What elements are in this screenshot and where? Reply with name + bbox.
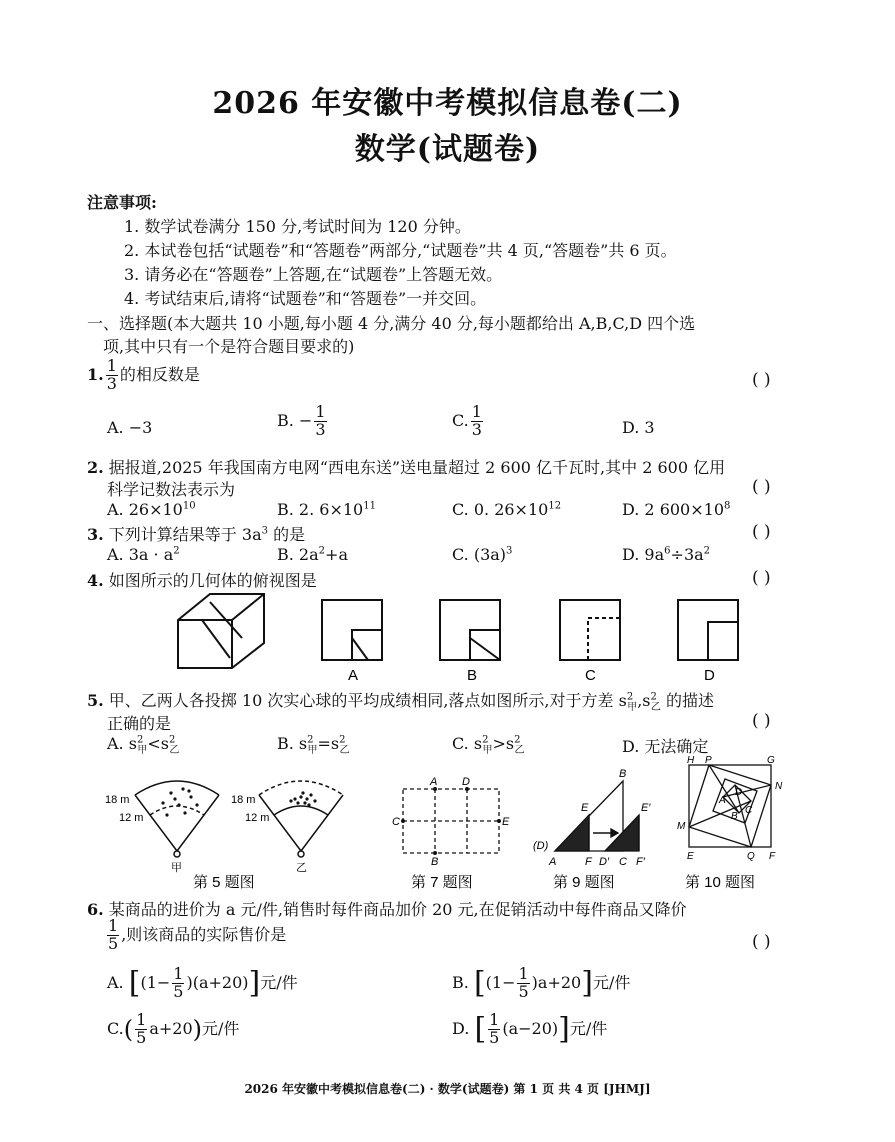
- points-jia: [161, 787, 198, 816]
- answer-paren: ( ): [752, 932, 771, 952]
- point-label: H: [687, 755, 695, 766]
- point-label: F: [769, 851, 776, 862]
- caption-fig5: 第 5 题图: [193, 874, 255, 891]
- point-label: A: [719, 795, 726, 806]
- q1-option-c: C. $\frac{1}{3}$: [452, 402, 482, 439]
- q3-option-b: B. $2a^2+a$: [277, 545, 348, 564]
- point-label: N: [775, 781, 783, 792]
- notice-item: 3. 请务必在“答题卷”上答题,在“试题卷”上答题无效。: [124, 265, 503, 284]
- point-label: C: [392, 816, 400, 828]
- page-footer: 2026 年安徽中考模拟信息卷(二) · 数学(试题卷) 第 1 页 共 4 页 [JHMJ]: [244, 1082, 651, 1096]
- section-heading-line2: 项,其中只有一个是符合题目要求的): [103, 337, 355, 356]
- point-label: F′: [636, 856, 645, 868]
- q4-figures: [170, 588, 770, 686]
- point-label: M: [677, 821, 686, 832]
- point-label: P: [705, 755, 712, 766]
- point-label: E: [581, 802, 589, 814]
- q2-option-d: D. 2 $600\times 10^8$: [622, 500, 731, 519]
- label-12m: 12 m: [119, 812, 144, 824]
- notice-item: 2. 本试卷包括“试题卷”和“答题卷”两部分,“试题卷”共 4 页,“答题卷”共 6 页。: [124, 241, 677, 260]
- answer-paren: ( ): [752, 568, 771, 588]
- point-label: C: [745, 805, 753, 816]
- q3-option-a: A. $3a \cdot a^2$: [107, 545, 180, 564]
- view-label: B: [467, 667, 478, 684]
- point-label: B: [431, 856, 439, 868]
- answer-paren: ( ): [752, 711, 771, 731]
- point-label: B: [619, 768, 627, 780]
- caption-fig10: 第 10 题图: [685, 874, 756, 891]
- q5-option-a: A. $s^2_甲<s^2_乙$: [107, 734, 180, 757]
- answer-paren: ( ): [752, 477, 771, 497]
- section-heading: 一、选择题(本大题共 10 小题,每小题 4 分,满分 40 分,每小题都给出 A,B,C,D 四个选: [87, 314, 696, 333]
- notice-item: 1. 数学试卷满分 150 分,考试时间为 120 分钟。: [124, 217, 471, 236]
- q1-option-d: D. 3: [622, 418, 655, 437]
- q6-option-b: B. [(1− $\frac{1}{5}$ )a+20]元/件: [452, 964, 631, 1001]
- answer-paren: ( ): [752, 522, 771, 542]
- label-12m: 12 m: [245, 812, 270, 824]
- q3-option-d: D. $9a^6\div 3a^2$: [622, 545, 711, 564]
- figure-5-yi: [259, 781, 343, 857]
- q6-option-c: C.( $\frac{1}{5}$ a+20)元/件: [107, 1010, 240, 1047]
- point-label: E: [687, 851, 694, 862]
- point-label: B: [731, 811, 738, 822]
- point-label: A: [549, 856, 557, 868]
- point-label: C: [619, 856, 627, 868]
- page-subtitle: 数学(试题卷): [354, 132, 541, 167]
- question-1: 1. $\frac{1}{3}$ 的相反数是: [87, 356, 200, 393]
- label-18m: 18 m: [105, 794, 130, 806]
- notice-heading: 注意事项:: [87, 193, 157, 212]
- view-label: A: [348, 667, 359, 684]
- question-4: 4. 如图所示的几何体的俯视图是: [87, 571, 317, 590]
- point-label: D: [462, 776, 470, 788]
- point-label: E′: [641, 802, 651, 814]
- q3-option-c: C. $(3a)^3$: [452, 545, 513, 564]
- question-2-line2: 科学记数法表示为: [107, 480, 236, 499]
- question-5: 5. 甲、乙两人各投掷 10 次实心球的平均成绩相同,落点如图所示,对于方差 $s^2_甲,s^2_乙$ 的描述: [87, 691, 714, 714]
- caption-fig9: 第 9 题图: [553, 874, 615, 891]
- point-label: (D): [533, 840, 549, 852]
- notice-item: 4. 考试结束后,请将“试题卷”和“答题卷”一并交回。: [124, 289, 487, 308]
- view-label: D: [704, 667, 715, 684]
- caption-fig7: 第 7 题图: [411, 874, 473, 891]
- fraction: $\frac{1}{3}$: [106, 356, 117, 393]
- answer-paren: ( ): [752, 370, 771, 390]
- point-label: D′: [599, 856, 610, 868]
- question-6: 6. 某商品的进价为 a 元/件,销售时每件商品加价 20 元,在促销活动中每件商品又降价: [87, 900, 687, 919]
- points-yi: [289, 791, 316, 806]
- q1-option-b: B. − $\frac{1}{3}$: [277, 402, 326, 439]
- view-b: [440, 600, 500, 660]
- figure-7: [403, 789, 499, 853]
- question-2: 2. 据报道,2025 年我国南方电网“西电东送”送电量超过 2 600 亿千瓦时,其中 2 600 亿用: [87, 458, 726, 477]
- label-jia: 甲: [171, 862, 182, 874]
- figure-9: [555, 781, 639, 851]
- question-5-line2: 正确的是: [107, 714, 172, 733]
- q6-option-d: D. [ $\frac{1}{5}$ (a−20)]元/件: [452, 1010, 608, 1047]
- question-6-line2: $\frac{1}{5}$ ,则该商品的实际售价是: [108, 916, 287, 953]
- q6-option-a: A. [(1− $\frac{1}{5}$ )(a+20)]元/件: [107, 964, 298, 1001]
- view-label: C: [585, 667, 596, 684]
- figure-10: [689, 765, 771, 847]
- point-label: Q: [747, 851, 755, 862]
- label-18m: 18 m: [231, 794, 256, 806]
- q2-option-b: B. 2. $6\times 10^{11}$: [277, 500, 376, 519]
- point-label: G: [767, 755, 775, 766]
- view-a: [322, 600, 382, 660]
- solid-figure: [178, 594, 264, 668]
- q1-option-a: A. −3: [107, 418, 153, 437]
- q5-option-c: C. $s^2_甲>s^2_乙$: [452, 734, 525, 757]
- view-d: [678, 600, 738, 660]
- figures-row: [105, 755, 795, 895]
- point-label: F: [585, 856, 592, 868]
- view-c: [560, 600, 620, 660]
- q2-option-a: A. $26\times 10^{10}$: [107, 500, 196, 519]
- point-label: E: [502, 816, 510, 828]
- figure-5-jia: [135, 781, 219, 857]
- point-label: A: [430, 776, 438, 788]
- q5-option-d: D. 无法确定: [622, 737, 709, 756]
- question-3: 3. 下列计算结果等于 $3a^3$ 的是: [87, 525, 306, 544]
- q5-option-b: B. $s^2_甲=s^2_乙$: [277, 734, 350, 757]
- q2-option-c: C. 0. $26\times 10^{12}$: [452, 500, 562, 519]
- label-yi: 乙: [296, 862, 307, 874]
- point-label: D: [735, 787, 743, 798]
- grid-points: [401, 787, 501, 855]
- page-title: 2026 年安徽中考模拟信息卷(二): [212, 86, 683, 121]
